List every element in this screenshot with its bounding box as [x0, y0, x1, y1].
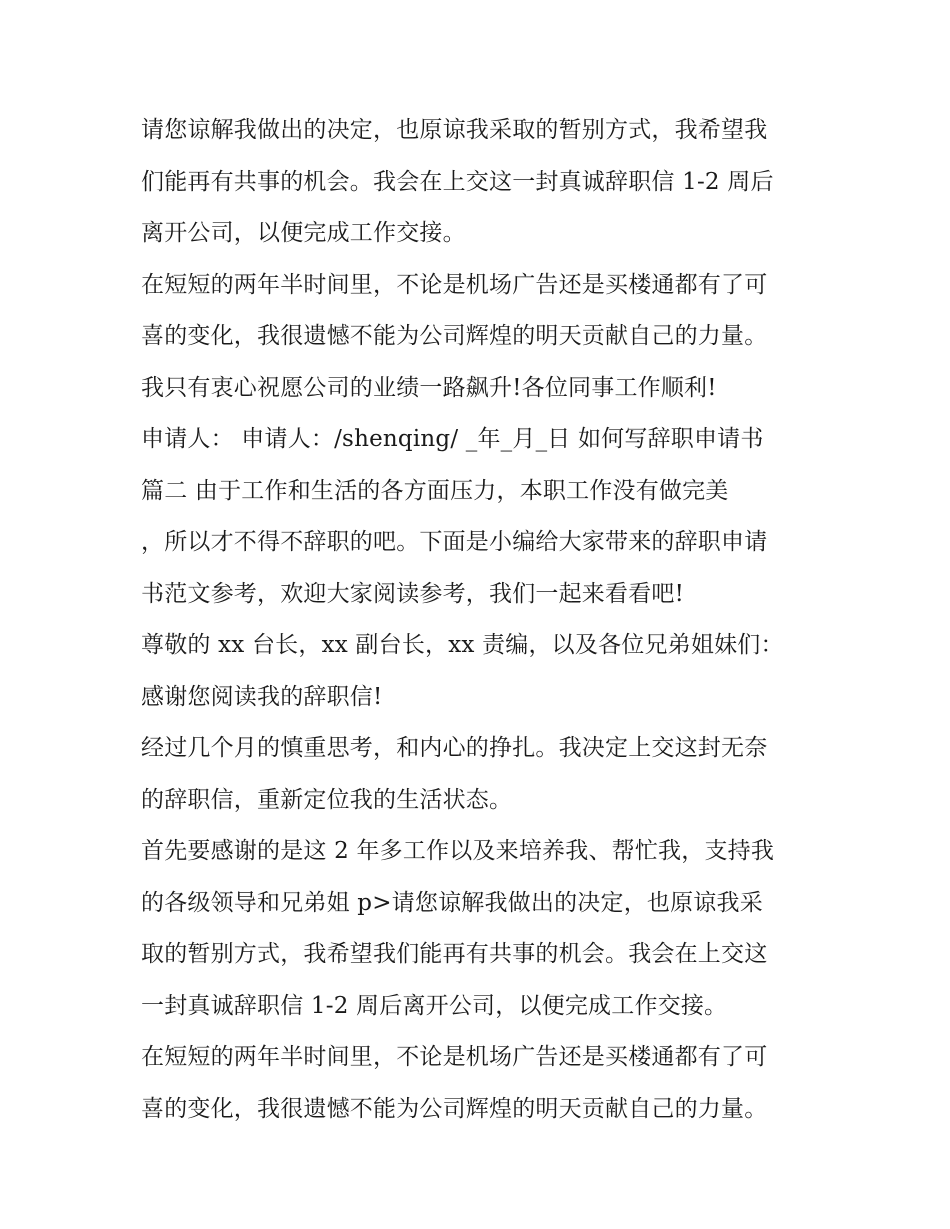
text-line: 感谢您阅读我的辞职信!	[141, 683, 383, 710]
text-line: 书范文参考，欢迎大家阅读参考，我们一起来看看吧!	[141, 580, 685, 607]
text-line: 篇二 由于工作和生活的各方面压力，本职工作没有做完美	[141, 477, 729, 504]
text-line: 我只有衷心祝愿公司的业绩一路飙升!各位同事工作顺利!	[141, 374, 717, 401]
text-line: 申请人： 申请人：/shenqing/ _年_月_日 如何写辞职申请书	[141, 426, 764, 452]
text-line: 经过几个月的慎重思考，和内心的挣扎。我决定上交这封无奈	[141, 735, 768, 761]
text-line: 在短短的两年半时间里，不论是机场广告还是买楼通都有了可	[141, 1044, 768, 1070]
text-line: 取的暂别方式，我希望我们能再有共事的机会。我会在上交这	[141, 941, 768, 967]
document-body	[141, 105, 831, 1135]
text-line: ，所以才不得不辞职的吧。下面是小编给大家带来的辞职申请	[141, 529, 768, 555]
text-line: 喜的变化，我很遗憾不能为公司辉煌的明天贡献自己的力量。	[141, 1095, 768, 1122]
text-line: 离开公司，以便完成工作交接。	[141, 220, 466, 246]
text-line: 尊敬的 xx 台长，xx 副台长，xx 责编，以及各位兄弟姐妹们：	[141, 632, 784, 658]
text-line: 请您谅解我做出的决定，也原谅我采取的暂别方式，我希望我	[141, 117, 768, 143]
text-line: 一封真诚辞职信 1-2 周后离开公司，以便完成工作交接。	[141, 992, 728, 1019]
text-line: 在短短的两年半时间里，不论是机场广告还是买楼通都有了可	[141, 271, 768, 298]
text-line: 喜的变化，我很遗憾不能为公司辉煌的明天贡献自己的力量。	[141, 323, 768, 349]
text-line: 的各级领导和兄弟姐 p>请您谅解我做出的决定，也原谅我采	[141, 889, 763, 916]
text-line: 首先要感谢的是这 2 年多工作以及来培养我、帮忙我，支持我	[141, 838, 775, 864]
text-line: 们能再有共事的机会。我会在上交这一封真诚辞职信 1-2 周后	[141, 168, 774, 195]
text-line: 的辞职信，重新定位我的生活状态。	[141, 786, 513, 813]
